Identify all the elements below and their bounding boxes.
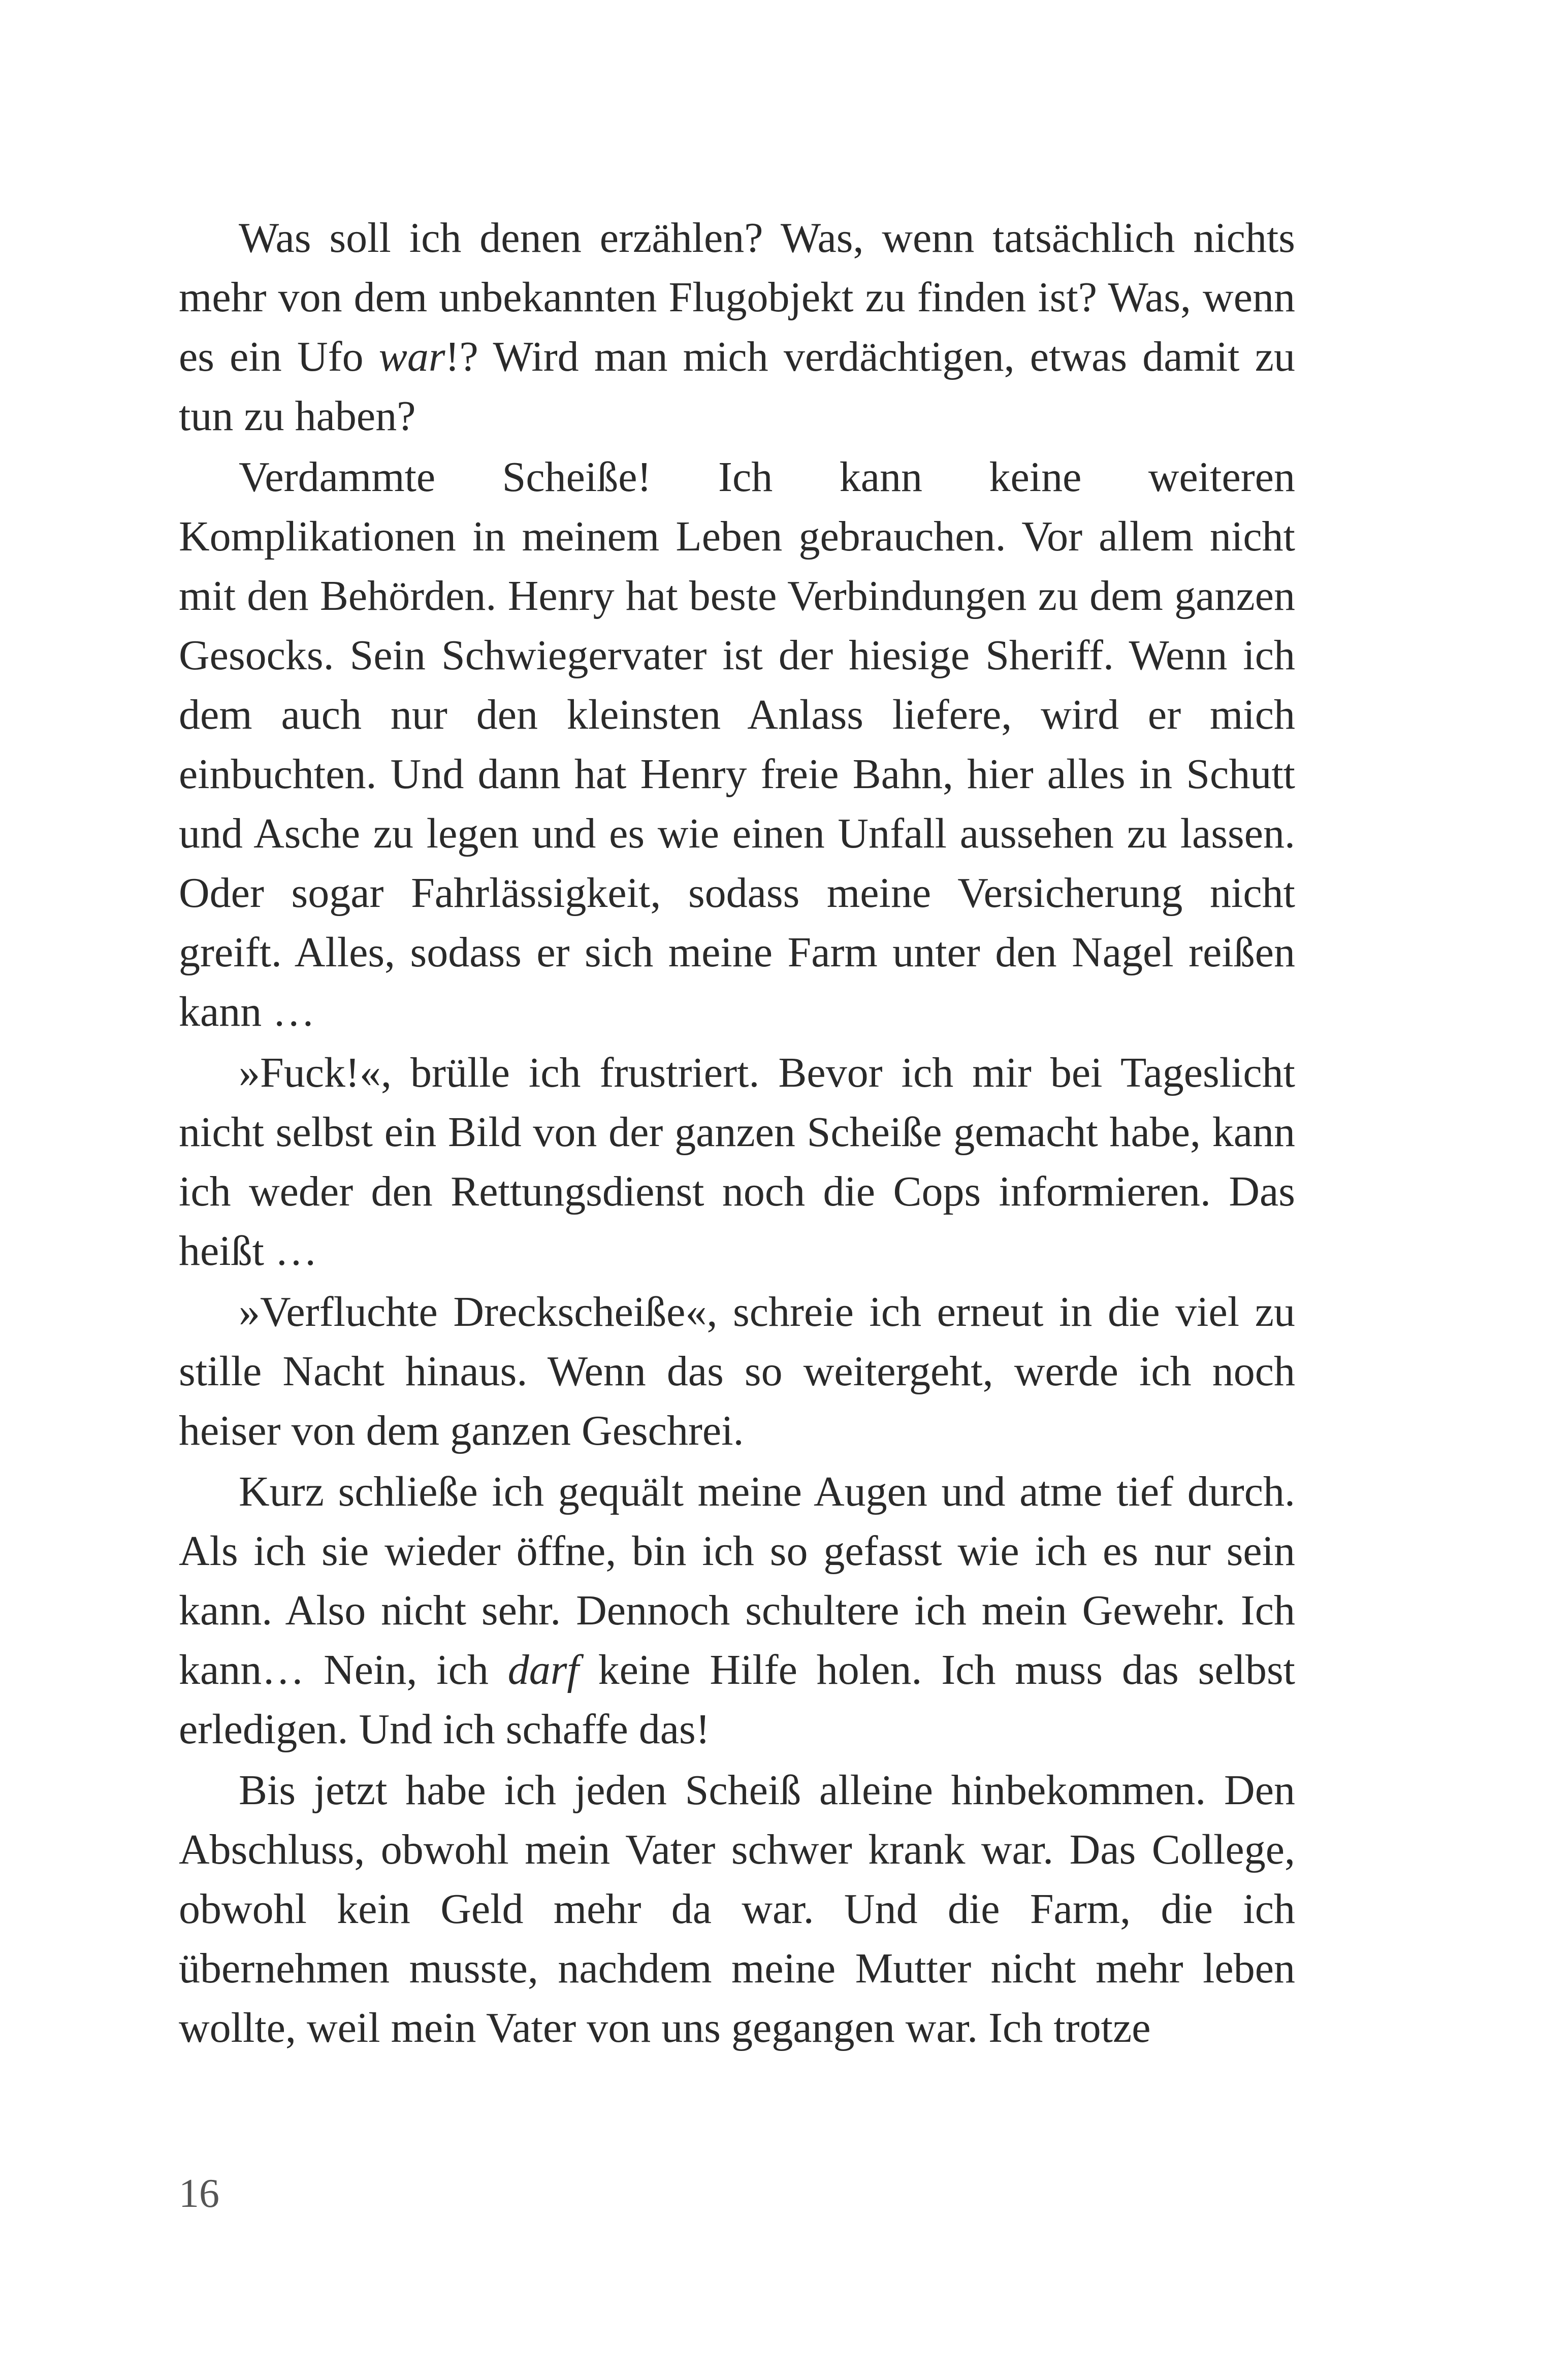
body-text (179, 208, 1306, 2059)
page-number: 16 (179, 2171, 219, 2216)
paragraph-3 (179, 1043, 1306, 1281)
paragraph-5-text-b: keine Hilfe holen. Ich muss das selbst erledigen. Und ich schaffe das! (179, 1646, 1306, 1753)
paragraph-1-text-a: Was soll ich denen erzählen? Was, wenn tatsächlich nichts mehr von dem unbekannten Flugobjekt zu finden ist? Was, wenn es ein Ufo (179, 214, 1306, 380)
paragraph-5-text-a: Kurz schließe ich gequält meine Augen und atme tief durch. Als ich sie wieder öffne, bin ich so gefasst wie ich es nur sein kann. Also nicht sehr. Dennoch schultere ich mein Gewehr. Ich kann… Nein, ich (179, 1468, 1306, 1693)
paragraph-2 (179, 447, 1306, 1041)
paragraph-1-text-b: !? Wird man mich verdächtigen, etwas damit zu tun zu haben? (179, 333, 1306, 440)
paragraph-3-text: »Fuck!«, brülle ich frustriert. Bevor ich mir bei Tageslicht nicht selbst ein Bild von der ganzen Scheiße gemacht habe, kann ich weder den Rettungsdienst noch die Cops informieren. Das heißt … (179, 1049, 1306, 1275)
paragraph-2-text: Verdammte Scheiße! Ich kann keine weiteren Komplikationen in meinem Leben gebrauchen. Vor allem nicht mit den Behörden. Henry hat beste Verbindungen zu dem ganzen Gesocks. Sein Schwiegervater ist der hiesige Sheriff. Wenn ich dem auch nur den kleinsten Anlass liefere, wird er mich einbuchten. Und dann hat Henry freie Bahn, hier alles in Schutt und Asche zu legen und es wie einen Unfall aussehen zu lassen. Oder sogar Fahrlässigkeit, sodass meine Versicherung nicht greift. Alles, sodass er sich meine Farm unter den Nagel reißen kann … (179, 453, 1306, 1035)
paragraph-6-text: Bis jetzt habe ich jeden Scheiß alleine hinbekommen. Den Abschluss, obwohl mein Vater schwer krank war. Das College, obwohl kein Geld mehr da war. Und die Farm, die ich übernehmen musste, nachdem meine Mutter nicht mehr leben wollte, weil mein Vater von uns gegangen war. Ich trotze (179, 1767, 1306, 2051)
paragraph-1 (179, 208, 1306, 446)
paragraph-1-emphasis: war (378, 333, 445, 380)
paragraph-6 (179, 1760, 1306, 2058)
paragraph-5 (179, 1462, 1306, 1759)
paragraph-4-text: »Verfluchte Dreckscheiße«, schreie ich erneut in die viel zu stille Nacht hinaus. Wenn das so weitergeht, werde ich noch heiser von dem ganzen Geschrei. (179, 1288, 1306, 1454)
paragraph-5-emphasis: darf (507, 1646, 579, 1693)
paragraph-4 (179, 1282, 1306, 1460)
